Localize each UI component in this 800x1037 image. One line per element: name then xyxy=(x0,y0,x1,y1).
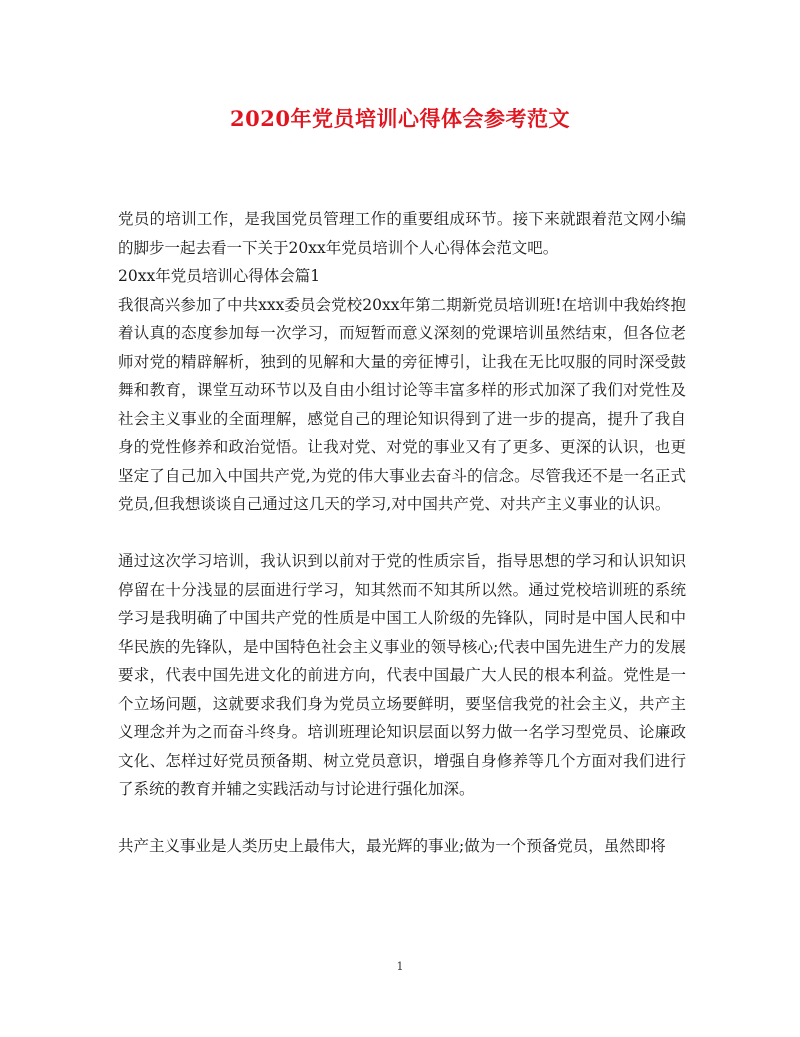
body-paragraph-1: 我很高兴参加了中共xxx委员会党校20xx年第二期新党员培训班!在培训中我始终抱着认真的态度参加每一次学习，而短暂而意义深刻的党课培训虽然结束，但各位老师对党的精辟解析，独到的见解和大量的旁征博引，让我在无比叹服的同时深受鼓舞和教育，课堂互动环节以及自由小组讨论等丰富多样的形式加深了我们对党性及社会主义事业的全面理解，感觉自己的理论知识得到了进一步的提高，提升了我自身的党性修养和政治觉悟。让我对党、对党的事业又有了更多、更深的认识，也更坚定了自己加入中国共产党,为党的伟大事业去奋斗的信念。尽管我还不是一名正式党员,但我想谈谈自己通过这几天的学习,对中国共产党、对共产主义事业的认识。 xyxy=(118,295,686,513)
section-heading: 20xx年党员培训心得体会篇1 xyxy=(118,267,321,285)
body-paragraph-3: 共产主义事业是人类历史上最伟大，最光辉的事业;做为一个预备党员，虽然即将 xyxy=(118,837,666,855)
document-body xyxy=(118,205,686,861)
body-paragraph-2: 通过这次学习培训，我认识到以前对于党的性质宗旨，指导思想的学习和认识知识停留在十分浅显的层面进行学习，知其然而不知其所以然。通过党校培训班的系统学习是我明确了中国共产党的性质是中国工人阶级的先锋队，同时是中国人民和中华民族的先锋队，是中国特色社会主义事业的领导核心;代表中国先进生产力的发展要求，代表中国先进文化的前进方向，代表中国最广大人民的根本利益。党性是一个立场问题，这就要求我们身为党员立场要鲜明，要坚信我党的社会主义，共产主义理念并为之而奋斗终身。培训班理论知识层面以努力做一名学习型党员、论廉政文化、怎样过好党员预备期、树立党员意识，增强自身修养等几个方面对我们进行了系统的教育并辅之实践活动与讨论进行强化加深。 xyxy=(118,552,686,798)
document-title: 2020年党员培训心得体会参考范文 xyxy=(230,106,570,131)
page-number: 1 xyxy=(396,960,404,973)
intro-paragraph: 党员的培训工作，是我国党员管理工作的重要组成环节。接下来就跟着范文网小编的脚步一起去看一下关于20xx年党员培训个人心得体会范文吧。 xyxy=(118,210,686,257)
